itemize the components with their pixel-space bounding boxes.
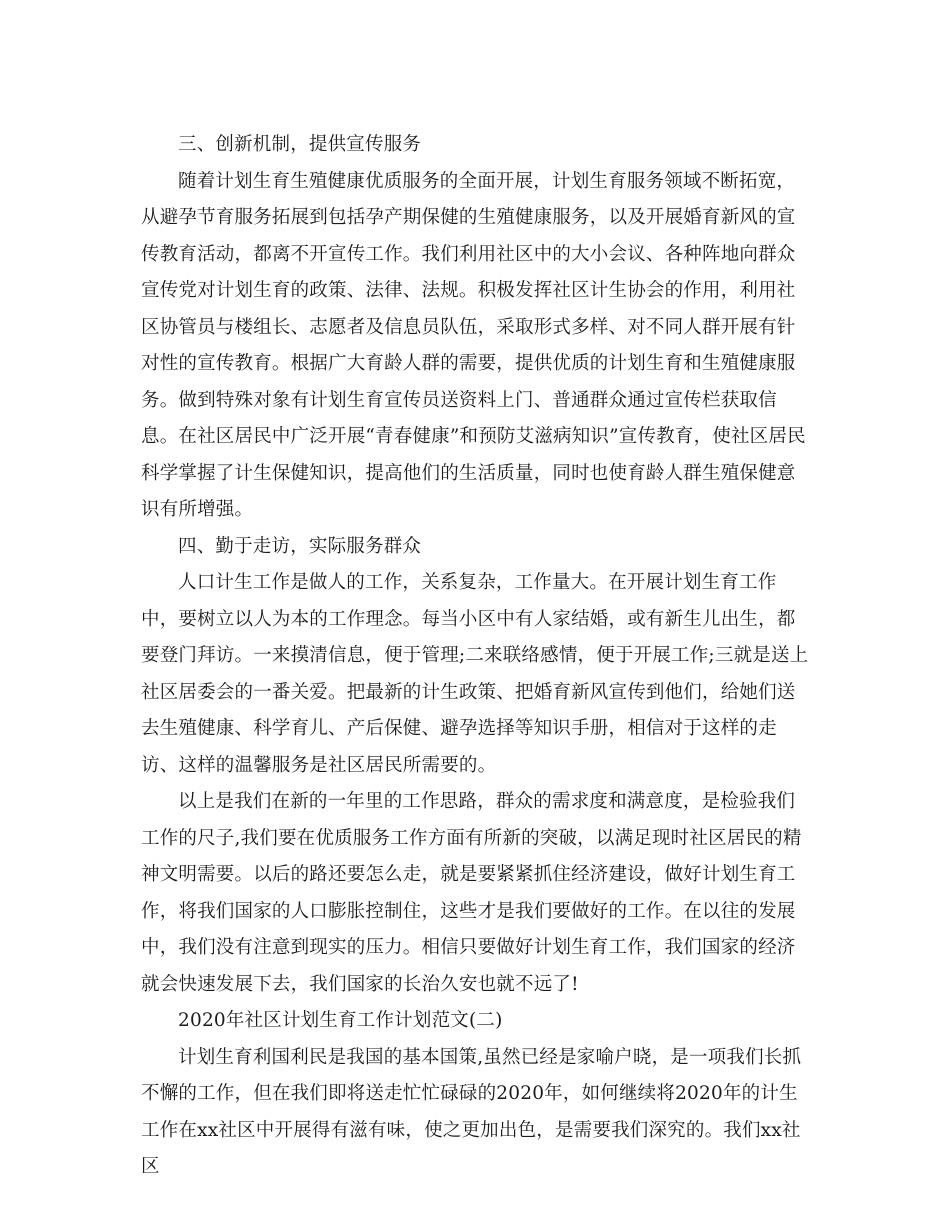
- section-heading-4: 四、勤于走访，实际服务群众: [178, 535, 422, 557]
- paragraph-publicity-service: 随着计划生育生殖健康优质服务的全面开展，计划生育服务领域不断拓宽，从避孕节育服务拓展到包括孕产期保健的生殖健康服务，以及开展婚育新风的宣传教育活动，都离不开宣传工作。我们利用社区中的大小会议、各种阵地向群众宣传党对计划生育的政策、法律、法规。积极发挥社区计生协会的作用，利用社区协管员与楼组长、志愿者及信息员队伍，采取形式多样、对不同人群开展有针对性的宣传教育。根据广大育龄人群的需要，提供优质的计划生育和生殖健康服务。做到特殊对象有计划生育宣传员送资料上门、普通群众通过宣传栏获取信息。在社区居民中广泛开展“青春健康”和预防艾滋病知识”宣传教育，使社区居民科学掌握了计生保健知识，提高他们的生活质量，同时也使育龄人群生殖保健意识有所增强。: [141, 170, 806, 520]
- document-subtitle-part-two: 2020年社区计划生育工作计划范文(二): [178, 1010, 503, 1031]
- document-body: [141, 127, 813, 1186]
- paragraph-home-visits: 人口计生工作是做人的工作，关系复杂，工作量大。在开展计划生育工作中，要树立以人为本的工作理念。每当小区中有人家结婚，或有新生儿出生，都要登门拜访。一来摸清信息，便于管理;二来联络感情，便于开展工作;三就是送上社区居委会的一番关爱。把最新的计生政策、把婚育新风宣传到他们，给她们送去生殖健康、科学育儿、产后保健、避孕选择等知识手册，相信对于这样的走访、这样的温馨服务是社区居民所需要的。: [141, 572, 809, 776]
- paragraph-part-two-intro: 计划生育利国利民是我国的基本国策,虽然已经是家喻户晓，是一项我们长抓不懈的工作，但在我们即将送走忙忙碌碌的2020年，如何继续将2020年的计生工作在xx社区中开展得有滋有味，使之更加出色，是需要我们深究的。我们xx社区: [141, 1046, 802, 1177]
- paragraph-conclusion: 以上是我们在新的一年里的工作思路，群众的需求度和满意度，是检验我们工作的尺子,我们要在优质服务工作方面有所新的突破，以满足现时社区居民的精神文明需要。以后的路还要怎么走，就是要紧紧抓住经济建设，做好计划生育工作，将我们国家的人口膨胀控制住，这些才是我们要做好的工作。在以往的发展中，我们没有注意到现实的压力。相信只要做好计划生育工作，我们国家的经济就会快速发展下去，我们国家的长治久安也就不远了!: [141, 791, 802, 995]
- section-heading-3: 三、创新机制，提供宣传服务: [178, 134, 422, 155]
